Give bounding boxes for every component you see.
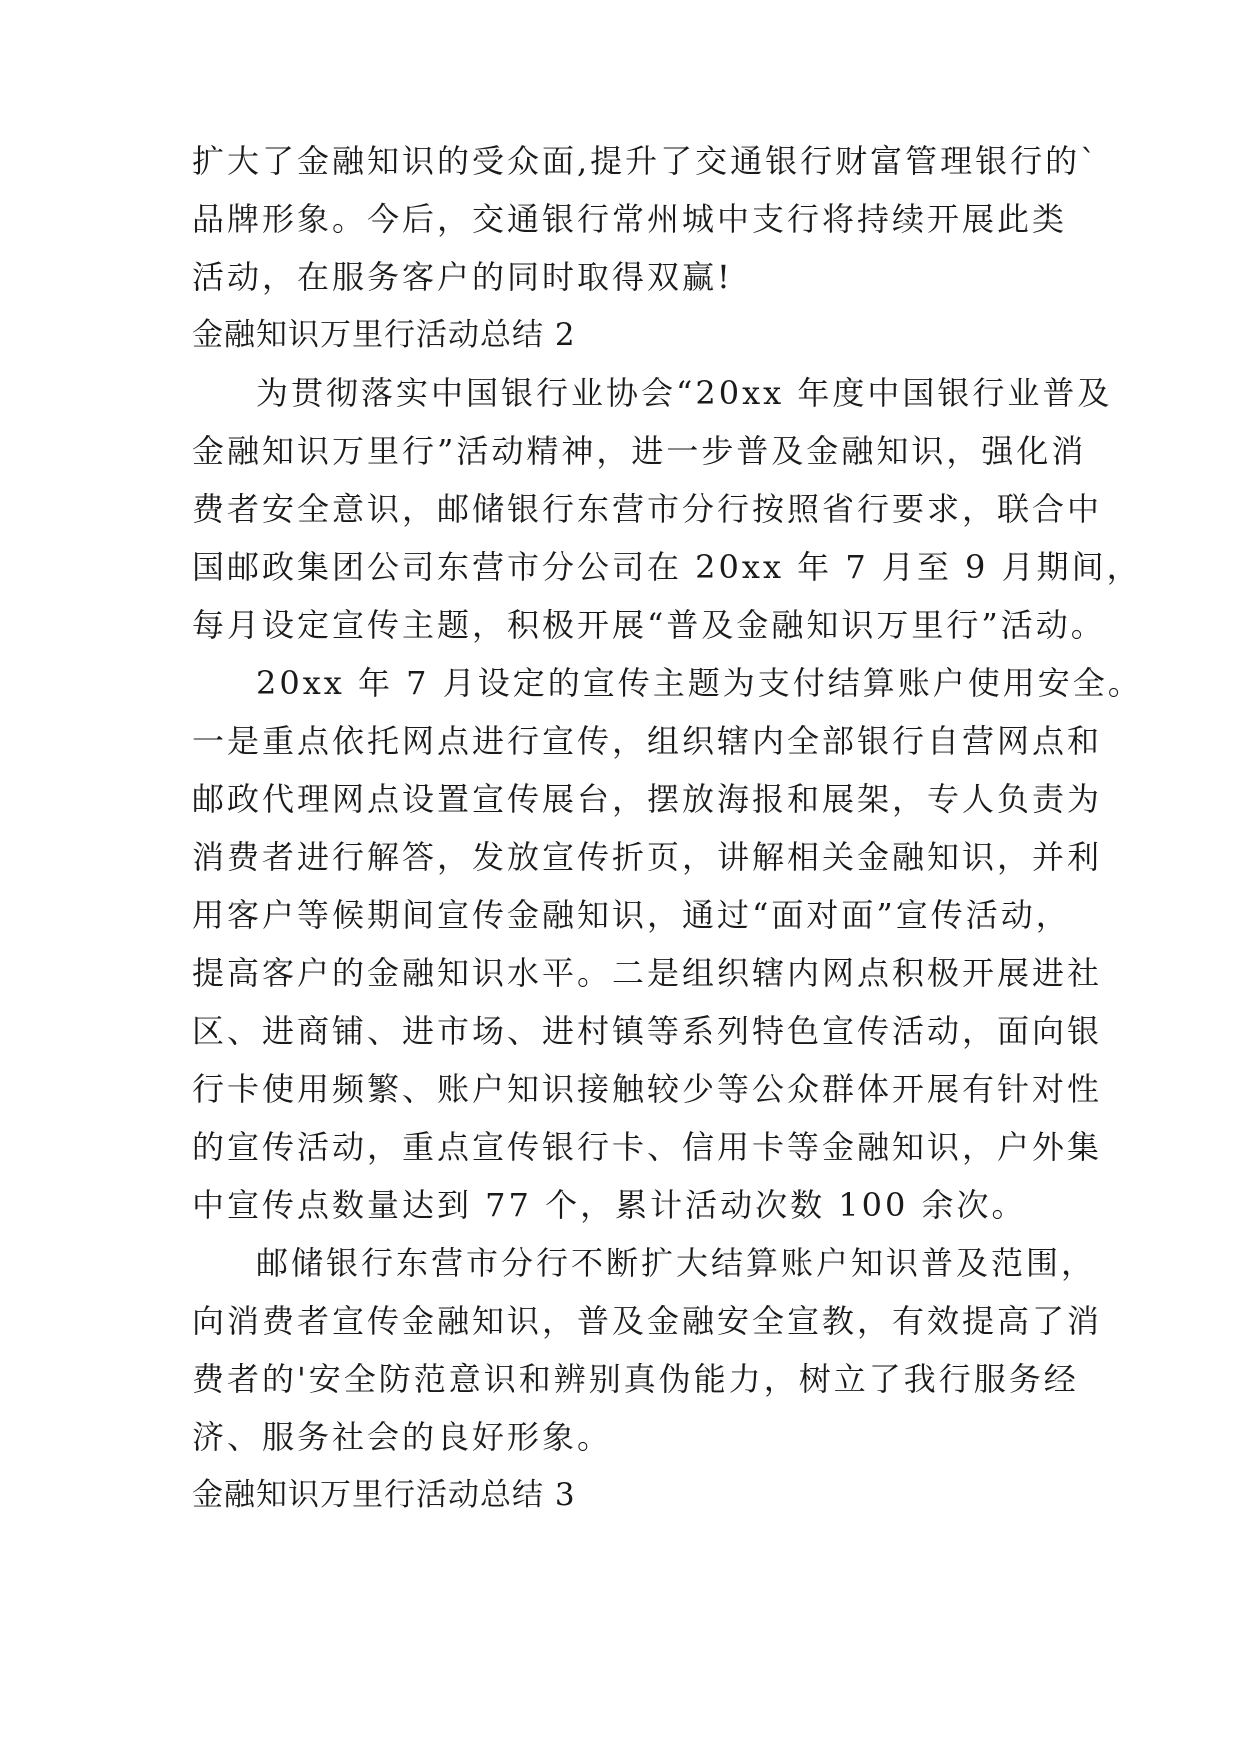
text-line: 一是重点依托网点进行宣传，组织辖内全部银行自营网点和 bbox=[192, 722, 1103, 760]
section-heading: 金融知识万里行活动总结 2 bbox=[192, 317, 576, 353]
text-line: 向消费者宣传金融知识，普及金融安全宣教，有效提高了消 bbox=[192, 1302, 1103, 1340]
section-2-paragraph-2 bbox=[192, 654, 1143, 1234]
text-line: 中宣传点数量达到 77 个，累计活动次数 100 余次。 bbox=[192, 1186, 1027, 1224]
text-line: 活动，在服务客户的同时取得双赢! bbox=[192, 258, 733, 296]
text-line: 费者安全意识，邮储银行东营市分行按照省行要求，联合中 bbox=[192, 490, 1103, 528]
section-2-paragraph-1 bbox=[192, 364, 1142, 654]
text-line: 国邮政集团公司东营市分公司在 20xx 年 7 月至 9 月期间， bbox=[192, 548, 1142, 586]
section-2-paragraph-3 bbox=[192, 1234, 1103, 1466]
section-2-heading bbox=[192, 306, 1052, 364]
text-line: 行卡使用频繁、账户知识接触较少等公众群体开展有针对性 bbox=[192, 1070, 1103, 1108]
section-heading: 金融知识万里行活动总结 3 bbox=[192, 1477, 576, 1513]
text-line: 费者的'安全防范意识和辨别真伪能力，树立了我行服务经 bbox=[192, 1360, 1079, 1398]
text-line: 消费者进行解答，发放宣传折页，讲解相关金融知识，并利 bbox=[192, 838, 1103, 876]
text-line: 品牌形象。今后，交通银行常州城中支行将持续开展此类 bbox=[192, 200, 1068, 238]
text-line: 邮储银行东营市分行不断扩大结算账户知识普及范围， bbox=[256, 1244, 1097, 1282]
text-line: 用客户等候期间宣传金融知识，通过“面对面”宣传活动， bbox=[192, 896, 1071, 934]
text-line: 济、服务社会的良好形象。 bbox=[192, 1418, 613, 1456]
text-line: 每月设定宣传主题，积极开展“普及金融知识万里行”活动。 bbox=[192, 606, 1106, 644]
intro-paragraph bbox=[192, 132, 1100, 306]
text-line: 邮政代理网点设置宣传展台，摆放海报和展架，专人负责为 bbox=[192, 780, 1103, 818]
text-line: 20xx 年 7 月设定的宣传主题为支付结算账户使用安全。 bbox=[256, 664, 1143, 702]
text-line: 的宣传活动，重点宣传银行卡、信用卡等金融知识，户外集 bbox=[192, 1128, 1103, 1166]
text-line: 区、进商铺、进市场、进村镇等系列特色宣传活动，面向银 bbox=[192, 1012, 1103, 1050]
text-line: 提高客户的金融知识水平。二是组织辖内网点积极开展进社 bbox=[192, 954, 1103, 992]
text-line: 为贯彻落实中国银行业协会“20xx 年度中国银行业普及 bbox=[256, 374, 1113, 412]
text-line: 扩大了金融知识的受众面,提升了交通银行财富管理银行的` bbox=[192, 142, 1100, 180]
section-3-heading bbox=[192, 1466, 1052, 1524]
text-line: 金融知识万里行”活动精神，进一步普及金融知识，强化消 bbox=[192, 432, 1087, 470]
